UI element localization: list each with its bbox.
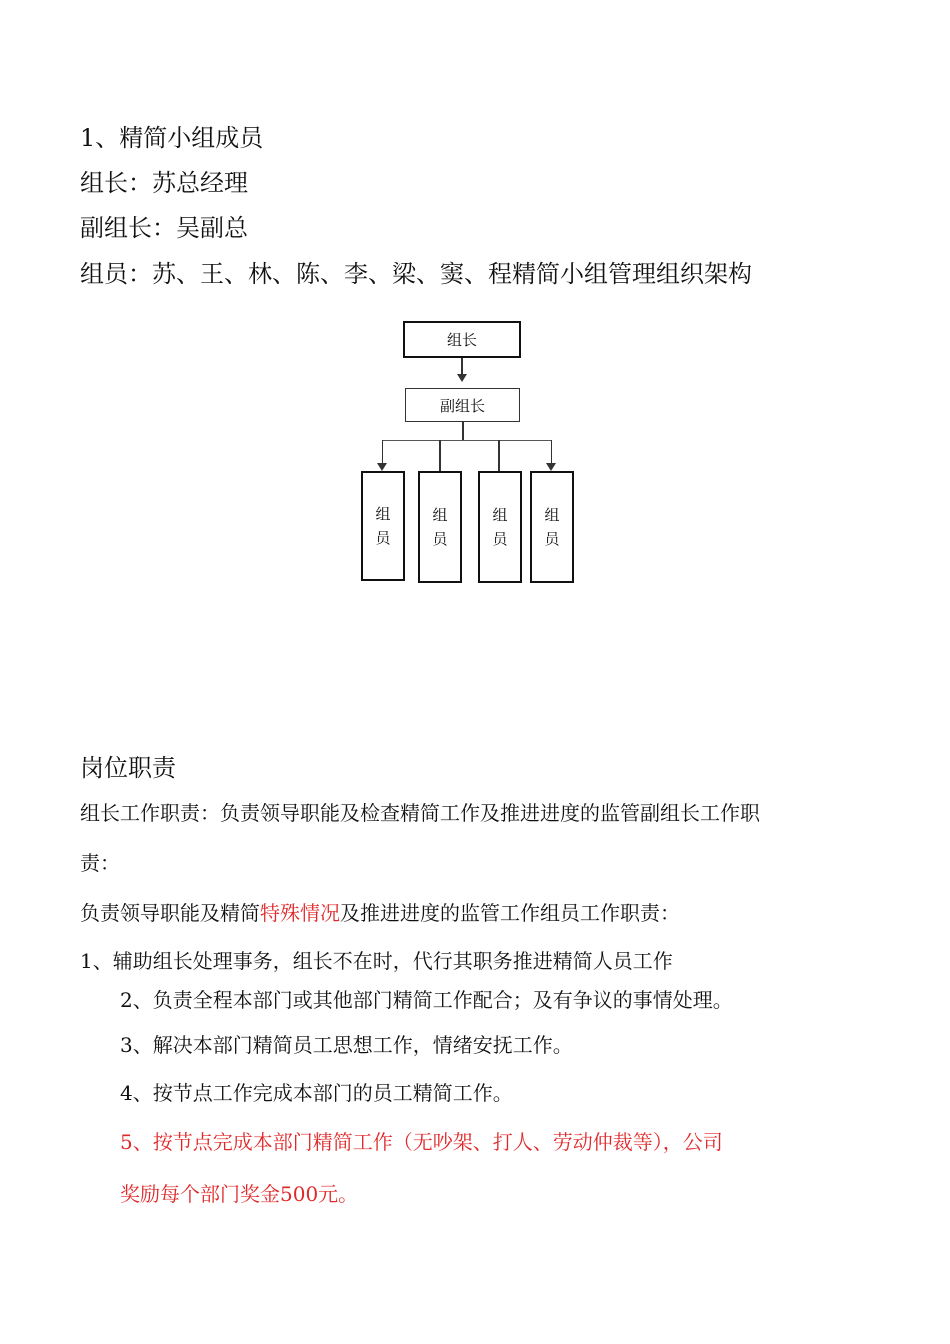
deputy-line: 副组长：吴副总 (80, 214, 248, 242)
reward-line1: 5、按节点完成本部门精简工作（无吵架、打人、劳动仲裁等），公司 (120, 1130, 723, 1154)
member-label-bottom: 员 (375, 529, 391, 547)
deputy-duty-text-a: 负责领导职能及精简 (80, 901, 260, 925)
org-box-leader-label: 组长 (446, 331, 477, 349)
org-box-leader (403, 321, 521, 358)
connector-leader-deputy (461, 358, 463, 374)
duty-item-3: 3、解决本部门精简员工思想工作，情绪安抚工作。 (120, 1033, 573, 1057)
connector-member-1 (382, 440, 383, 464)
arrow-down-icon (377, 463, 387, 471)
connector-member-2 (439, 440, 441, 472)
members-heading: 1、精简小组成员 (80, 124, 264, 152)
duty-item-2: 2、负责全程本部门或其他部门精简工作配合；及有争议的事情处理。 (120, 988, 733, 1012)
connector-deputy-trunk (462, 422, 464, 440)
connector-member-3 (498, 440, 500, 472)
duties-heading: 岗位职责 (80, 754, 176, 782)
leader-duty-line1: 组长工作职责：负责领导职能及检查精简工作及推进进度的监管副组长工作职 (80, 801, 760, 825)
duty-item-4: 4、按节点工作完成本部门的员工精简工作。 (120, 1081, 513, 1105)
deputy-duty-line (80, 897, 680, 926)
member-label-bottom: 员 (544, 530, 560, 548)
org-box-deputy (405, 388, 520, 422)
org-box-member-3 (478, 471, 522, 583)
reward-line2: 奖励每个部门奖金500元。 (120, 1182, 359, 1206)
member-label-bottom: 员 (432, 530, 448, 548)
connector-member-4 (551, 440, 552, 464)
deputy-duty-highlight: 特殊情况 (260, 901, 340, 925)
member-label-top: 组 (375, 505, 391, 523)
org-box-deputy-label: 副组长 (439, 396, 485, 415)
deputy-duty-text-b: 及推进进度的监管工作组员工作职责： (340, 901, 680, 925)
member-label-top: 组 (544, 506, 560, 524)
duty-item-1: 1、辅助组长处理事务，组长不在时，代行其职务推进精简人员工作 (80, 949, 673, 973)
arrow-down-icon (546, 463, 556, 471)
org-box-member-2 (418, 471, 462, 583)
org-box-member-4 (530, 471, 574, 583)
arrow-down-icon (457, 374, 467, 382)
member-label-top: 组 (432, 506, 448, 524)
member-label-bottom: 员 (492, 530, 508, 548)
member-label-top: 组 (492, 506, 508, 524)
leader-line: 组长：苏总经理 (80, 169, 248, 197)
connector-branch (382, 440, 552, 441)
org-box-member-1 (361, 471, 405, 581)
members-line: 组员：苏、王、林、陈、李、梁、窦、程精简小组管理组织架构 (80, 260, 752, 288)
leader-duty-line2: 责： (80, 851, 120, 875)
